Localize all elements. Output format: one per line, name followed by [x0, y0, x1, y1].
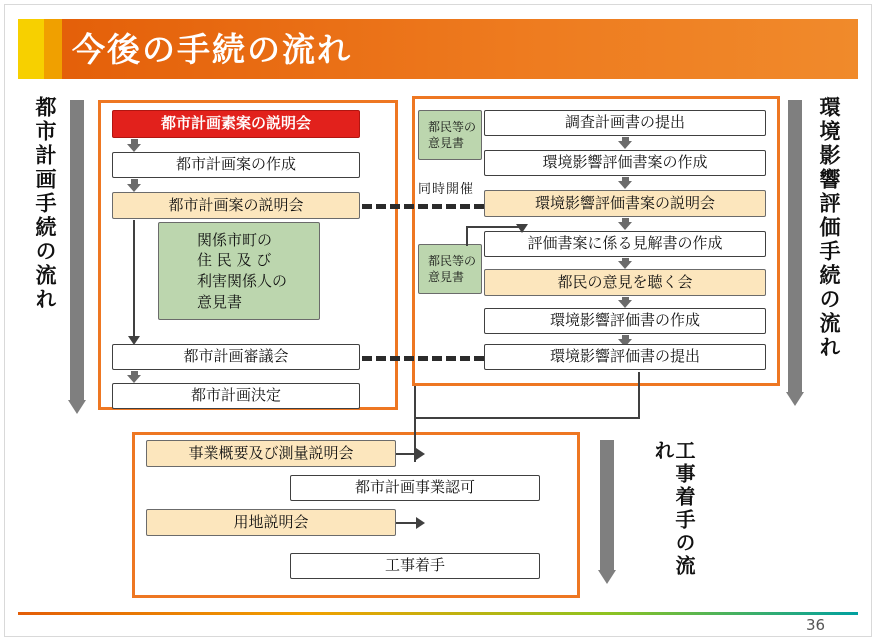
arrow-cp4-cp5: [127, 371, 141, 383]
footer-rule: [18, 612, 858, 615]
box-eia-report-creation[interactable]: 環境影響評価書の作成: [484, 308, 766, 334]
right-flow-arrow: [786, 100, 804, 406]
line-wk3-wk4: [396, 522, 418, 524]
box-eia-draft-creation[interactable]: 環境影響評価書案の作成: [484, 150, 766, 176]
arrow-ea5-ea6: [618, 297, 632, 308]
box-city-plan-draft-briefing[interactable]: 都市計画素案の説明会: [112, 110, 360, 138]
title-accent-orange: [44, 19, 62, 79]
arrowhead-citizen2: [516, 224, 528, 233]
page-number: 36: [806, 616, 826, 634]
arrow-cp2-cp3: [127, 179, 141, 192]
arrowhead-wk3-wk4: [416, 517, 425, 529]
box-city-plan-decision[interactable]: 都市計画決定: [112, 383, 360, 409]
line-wk1-wk2: [396, 453, 418, 455]
citizen-opinion-1-line-1: 都民等の: [427, 119, 476, 134]
right-flow-label: 環境影響評価手続の流れ: [817, 96, 842, 360]
box-survey-plan-submission[interactable]: 調査計画書の提出: [484, 110, 766, 136]
arrow-ea1-ea2: [618, 137, 632, 149]
opinion-line-4: 意見書: [196, 292, 242, 311]
line-cp3-to-council: [133, 220, 135, 338]
work-flow-arrow: [598, 440, 616, 584]
arrowhead-wk1-wk2: [416, 448, 425, 460]
citizen-opinion-2-line-2: 意見書: [427, 270, 464, 284]
box-city-plan-project-approval[interactable]: 都市計画事業認可: [290, 475, 540, 501]
opinion-line-1: 関係市町の: [196, 230, 272, 249]
box-citizen-opinions-2: [418, 244, 482, 294]
page-title: 今後の手続の流れ: [72, 30, 352, 69]
dashed-link-briefings: [362, 204, 484, 209]
arrow-cp1-cp2: [127, 139, 141, 152]
arrow-ea2-ea3: [618, 177, 632, 189]
box-eia-report-submission[interactable]: 環境影響評価書の提出: [484, 344, 766, 370]
arrow-ea3-ea4: [618, 218, 632, 230]
line-eia-to-work-v2: [638, 372, 640, 418]
citizen-opinion-1-line-2: 意見書: [427, 136, 464, 150]
box-city-plan-draft-creation[interactable]: 都市計画案の作成: [112, 152, 360, 178]
simultaneous-label: 同時開催: [418, 182, 475, 197]
box-city-plan-briefing[interactable]: 都市計画案の説明会: [112, 192, 360, 219]
left-flow-arrow: [68, 100, 86, 414]
citizen-opinion-2-line-1: 都民等の: [427, 253, 476, 268]
box-eia-draft-briefing[interactable]: 環境影響評価書案の説明会: [484, 190, 766, 217]
work-flow-label: 工事着手の流れ: [651, 440, 696, 578]
box-citizen-opinions-1: [418, 110, 482, 160]
line-citizen2-elbow-h: [466, 226, 522, 228]
box-city-plan-council[interactable]: 都市計画審議会: [112, 344, 360, 370]
box-public-hearing[interactable]: 都民の意見を聴く会: [484, 269, 766, 296]
line-citizen2-elbow-v: [466, 226, 468, 246]
box-opinion-statement-creation[interactable]: 評価書案に係る見解書の作成: [484, 231, 766, 257]
arrow-ea4-ea5: [618, 258, 632, 269]
box-related-municipality-opinions: [158, 222, 320, 320]
box-construction-start[interactable]: 工事着手: [290, 553, 540, 579]
opinion-line-2: 住 民 及 び: [196, 251, 272, 270]
box-project-outline-survey-briefing[interactable]: 事業概要及び測量説明会: [146, 440, 396, 467]
left-flow-label: 都市計画手続の流れ: [33, 96, 58, 312]
line-eia-to-work-h: [414, 417, 640, 419]
opinion-line-3: 利害関係人の: [196, 272, 287, 290]
dashed-link-council-submission: [362, 356, 484, 361]
box-land-acquisition-briefing[interactable]: 用地説明会: [146, 509, 396, 536]
title-accent-yellow: [18, 19, 44, 79]
